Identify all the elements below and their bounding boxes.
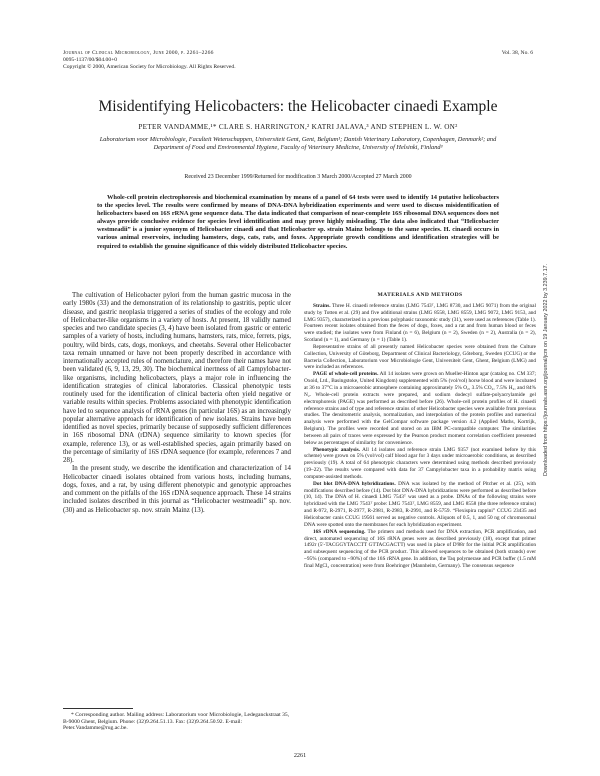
sequencing-heading: 16S rDNA sequencing. [313, 528, 366, 535]
left-column [63, 292, 291, 515]
phenotypic-heading: Phenotypic analysis. [313, 446, 360, 453]
article-title: Misidentifying Helicobacters: the Helicobacter cinaedi Example [98, 98, 498, 115]
phenotypic-paragraph [304, 447, 536, 481]
sequencing-text: The primers and methods used for DNA extraction, PCR amplification, and direct, automated sequencing of 16S rRNA genes were as described previously (18), except that primer 1492r (5′-TACGGYTACCTT GTTACGACTT) was used in place of D'88r for the initial PCR amplification and subsequent sequencing of the PCR product. This allowed sequences to be obtained (both strands) over ~95% (compared to ~90%) of the 16S rRNA gene. In addition, the Taq polymerase and PCR buffer (1.5 mM final MgCl₂ concentration) were from Boehringer (Mannheim, Germany). The consensus sequence [304, 528, 536, 569]
reference-strains-paragraph: Representative strains of all presently named Helicobacter species were obtained from the Culture Collection, University of Göteborg, Department of Clinical Bacteriology, Göteborg, Sweden (CCUG) or the Bacteria Collection, Laboratorium voor Microbiologie Gent, Universiteit Gent, Ghent, Belgium (LMG) and were included as references. [304, 343, 536, 371]
author-affiliations: Laboratorium voor Microbiologie, Faculteit Wetenschappen, Universiteit Gent, Gent, Belgium¹; Danish Veterinary Laboratory, Copenhagen, Denmark²; and Department of Food and Environmental Hygiene, Faculty of Veterinary Medicine, University of Helsinki, Finland³ [99, 136, 497, 152]
download-watermark: Downloaded from https://journals.asm.org/journal/jcm on 19 January 2022 by 3.239.7.17. [543, 263, 549, 476]
strains-paragraph [304, 303, 536, 344]
right-column [304, 292, 536, 570]
corresponding-author-footnote: * Corresponding author. Mailing address: Laboratorium voor Microbiologie, Ledeganckstraat 35, B-9000 Ghent, Belgium. Phone: (32)9.264.51.13. Fax: (32)9.264.50.92. E-mail: Peter.Vandamme@rug.ac.be. [63, 712, 290, 732]
page-paragraph [304, 371, 536, 446]
page-number: 2261 [293, 752, 307, 759]
journal-masthead [63, 50, 533, 72]
phenotypic-text: All 14 isolates and reference strain LMG 9357 (not examined before by this scheme) were grown on 5% (vol/vol) calf blood agar for 3 days under microaerobic conditions, as described previously (19). A total of 64 phenotypic characters were determined using methods described previously (19–22). The results were compared with data for 37 Campylobacter taxa in a probability matrix using computer-assisted methods. [304, 446, 536, 480]
section-heading-methods: MATERIALS AND METHODS [377, 292, 463, 298]
introduction-paragraph-1: The cultivation of Helicobacter pylori from the human gastric mucosa in the early 1980s (33) and the demonstration of its relationship to gastritis, peptic ulcer disease, and gastric neoplasia triggered a series of studies of the ecology and role of Helicobacter-like organisms in a variety of hosts. At present, 18 validly named species and two candidate species (3, 4) have been isolated from gastric or enteric samples of a variety of hosts, including humans, hamsters, rats, mice, ferrets, pigs, poultry, wild birds, cats, dogs, monkeys, and cheetahs. Several other Helicobacter taxa remain unnamed or have not been properly described in accordance with internationally accepted rules of nomenclature, and therefore their names have not been validated (6, 9, 13, 29, 30). The biochemical inertness of all Campylobacter-like organisms, including helicobacters, plays a major role in influencing the identification strategies of clinical laboratories. Classical phenotypic tests routinely used for the identification of clinical bacteria often yield negative or variable results within species. Problems associated with phenotypic identification have led to sequence analysis of rRNA genes (in particular 16S) as an increasingly popular alternative approach for identification of new isolates. Strains have been identified as novel species, primarily because of supposedly sufficient differences in 16S ribosomal DNA (rDNA) sequence similarity to known species (for example, reference 13), or as well-established species, again primarily based on the percentage of similarity of 16S rDNA sequence (for example, references 7 and 28). [63, 292, 291, 464]
received-dates: Received 23 December 1999/Returned for modification 3 March 2000/Accepted 27 March 2000 [184, 174, 412, 180]
dot-blot-heading: Dot blot DNA-DNA hybridizations. [313, 480, 396, 487]
sequencing-paragraph [304, 529, 536, 570]
dot-blot-text: DNA was isolated by the method of Pitcher et al. (25), with modifications described before (14). Dot blot DNA-DNA hybridizations were performed as described before (10, 14). The DNA of H. cinaedi LMG 7543ᵀ was used as a probe. DNAs of the following strains were hybridized with the LMG 7543ᵀ probe: LMG 7543ᵀ, LMG 8559, and LMG 8558 (the three reference strains) and R-972, R-2971, R-2977, R-2981, R-2983, R-2991, and R-5759. “Flexispira rappini” CCUG 23435 and Helicobacter canis CCUG 19561 served as negative controls. Aliquots of 0.5, 1, and 50 ng of chromosomal DNA were spotted onto the membranes for each hybridization experiment. [304, 480, 536, 528]
author-list: PETER VANDAMME,¹* CLARE S. HARRINGTON,² KATRI JALAVA,³ AND STEPHEN L. W. ON² [138, 123, 458, 131]
strains-text: Three H. cinaedi reference strains (LMG 7543ᵀ, LMG 8730, and LMG 9071) from the original study by Totten et al. (29) and five additional strains (LMG 8558, LMG 8559, LMG 9072, LMG 9153, and LMG 9357), characterized in a previous polyphasic taxonomic study (31), were used as references (Table 1). Fourteen recent isolates obtained from the feces of dogs, foxes, and a rat and from human blood or feces were studied; the isolates were from Finland (n = 6), Belgium (n = 2), Sweden (n = 2), Australia (n = 2), Scotland (n = 1), and Germany (n = 1) (Table 1). [304, 302, 536, 344]
dot-blot-paragraph [304, 481, 536, 529]
introduction-paragraph-2: In the present study, we describe the identification and characterization of 14 Helicobacter cinaedi isolates obtained from various hosts, including humans, dogs, foxes, and a rat, by using different phenotypic and genotypic approaches and comment on the pitfalls of the 16S rDNA sequence approach. These 14 strains included isolates described in this journal as “Helicobacter westmeadii” sp. nov. (30) and as Helicobacter sp. nov. strain Mainz (13). [63, 465, 291, 514]
footnote-divider [63, 708, 133, 709]
strains-heading: Strains. [313, 302, 331, 309]
volume-issue: Vol. 38, No. 6 [501, 50, 533, 56]
page-text: All 14 isolates were grown on Mueller-Hinton agar (catalog no. CM 337; Oxoid, Ltd., Basingstoke, United Kingdom) supplemented with 5% (vol/vol) horse blood and were incubated at 36 to 37°C in a microaerobic atmosphere containing approximately 5% O₂, 3.5% CO₂, 7.5% H₂, and 84% N₂. Whole-cell protein extracts were prepared, and sodium dodecyl sulfate-polyacrylamide gel electrophoresis (PAGE) was performed as described before (26). Whole-cell protein profiles of H. cinaedi reference strains and of type and reference strains of other Helicobacter species were available from previous studies. The densitometric analysis, normalization, and interpolation of the protein profiles and numerical analysis were performed with the GelCompar software package version 4.2 (Applied Maths, Kortrijk, Belgium). The profiles were recorded and stored on an IBM PC-compatible computer. The similarities between all pairs of traces were expressed by the Pearson product moment correlation coefficient presented below as percentages of similarity for convenience. [304, 371, 536, 446]
abstract: Whole-cell protein electrophoresis and biochemical examination by means of a panel of 64 tests were used to identify 14 putative helicobacters to the species level. The results were confirmed by means of DNA-DNA hybridization experiments and were used to discuss misidentification of helicobacters based on 16S rRNA gene sequence data. The data indicated that comparison of near-complete 16S ribosomal DNA sequences does not always provide conclusive evidence for species level identification and may prove highly misleading. The data also indicated that “Helicobacter westmeadii” is a junior synonym of Helicobacter cinaedi and that Helicobacter sp. strain Mainz belongs to the same species. H. cinaedi occurs in various animal reservoirs, including hamsters, dogs, cats, rats, and foxes. Appropriate growth conditions and identification strategies will be required to establish the genuine significance of this widely distributed Helicobacter species. [97, 194, 499, 250]
copyright-line: Copyright © 2000, American Society for Microbiology. All Rights Reserved. [63, 64, 236, 71]
page-heading: PAGE of whole-cell proteins. [313, 371, 379, 378]
issn-line: 0095-1137/00/$04.00+0 [63, 57, 118, 64]
journal-citation: Journal of Clinical Microbiology, June 2000, p. 2261–2266 [63, 50, 214, 56]
